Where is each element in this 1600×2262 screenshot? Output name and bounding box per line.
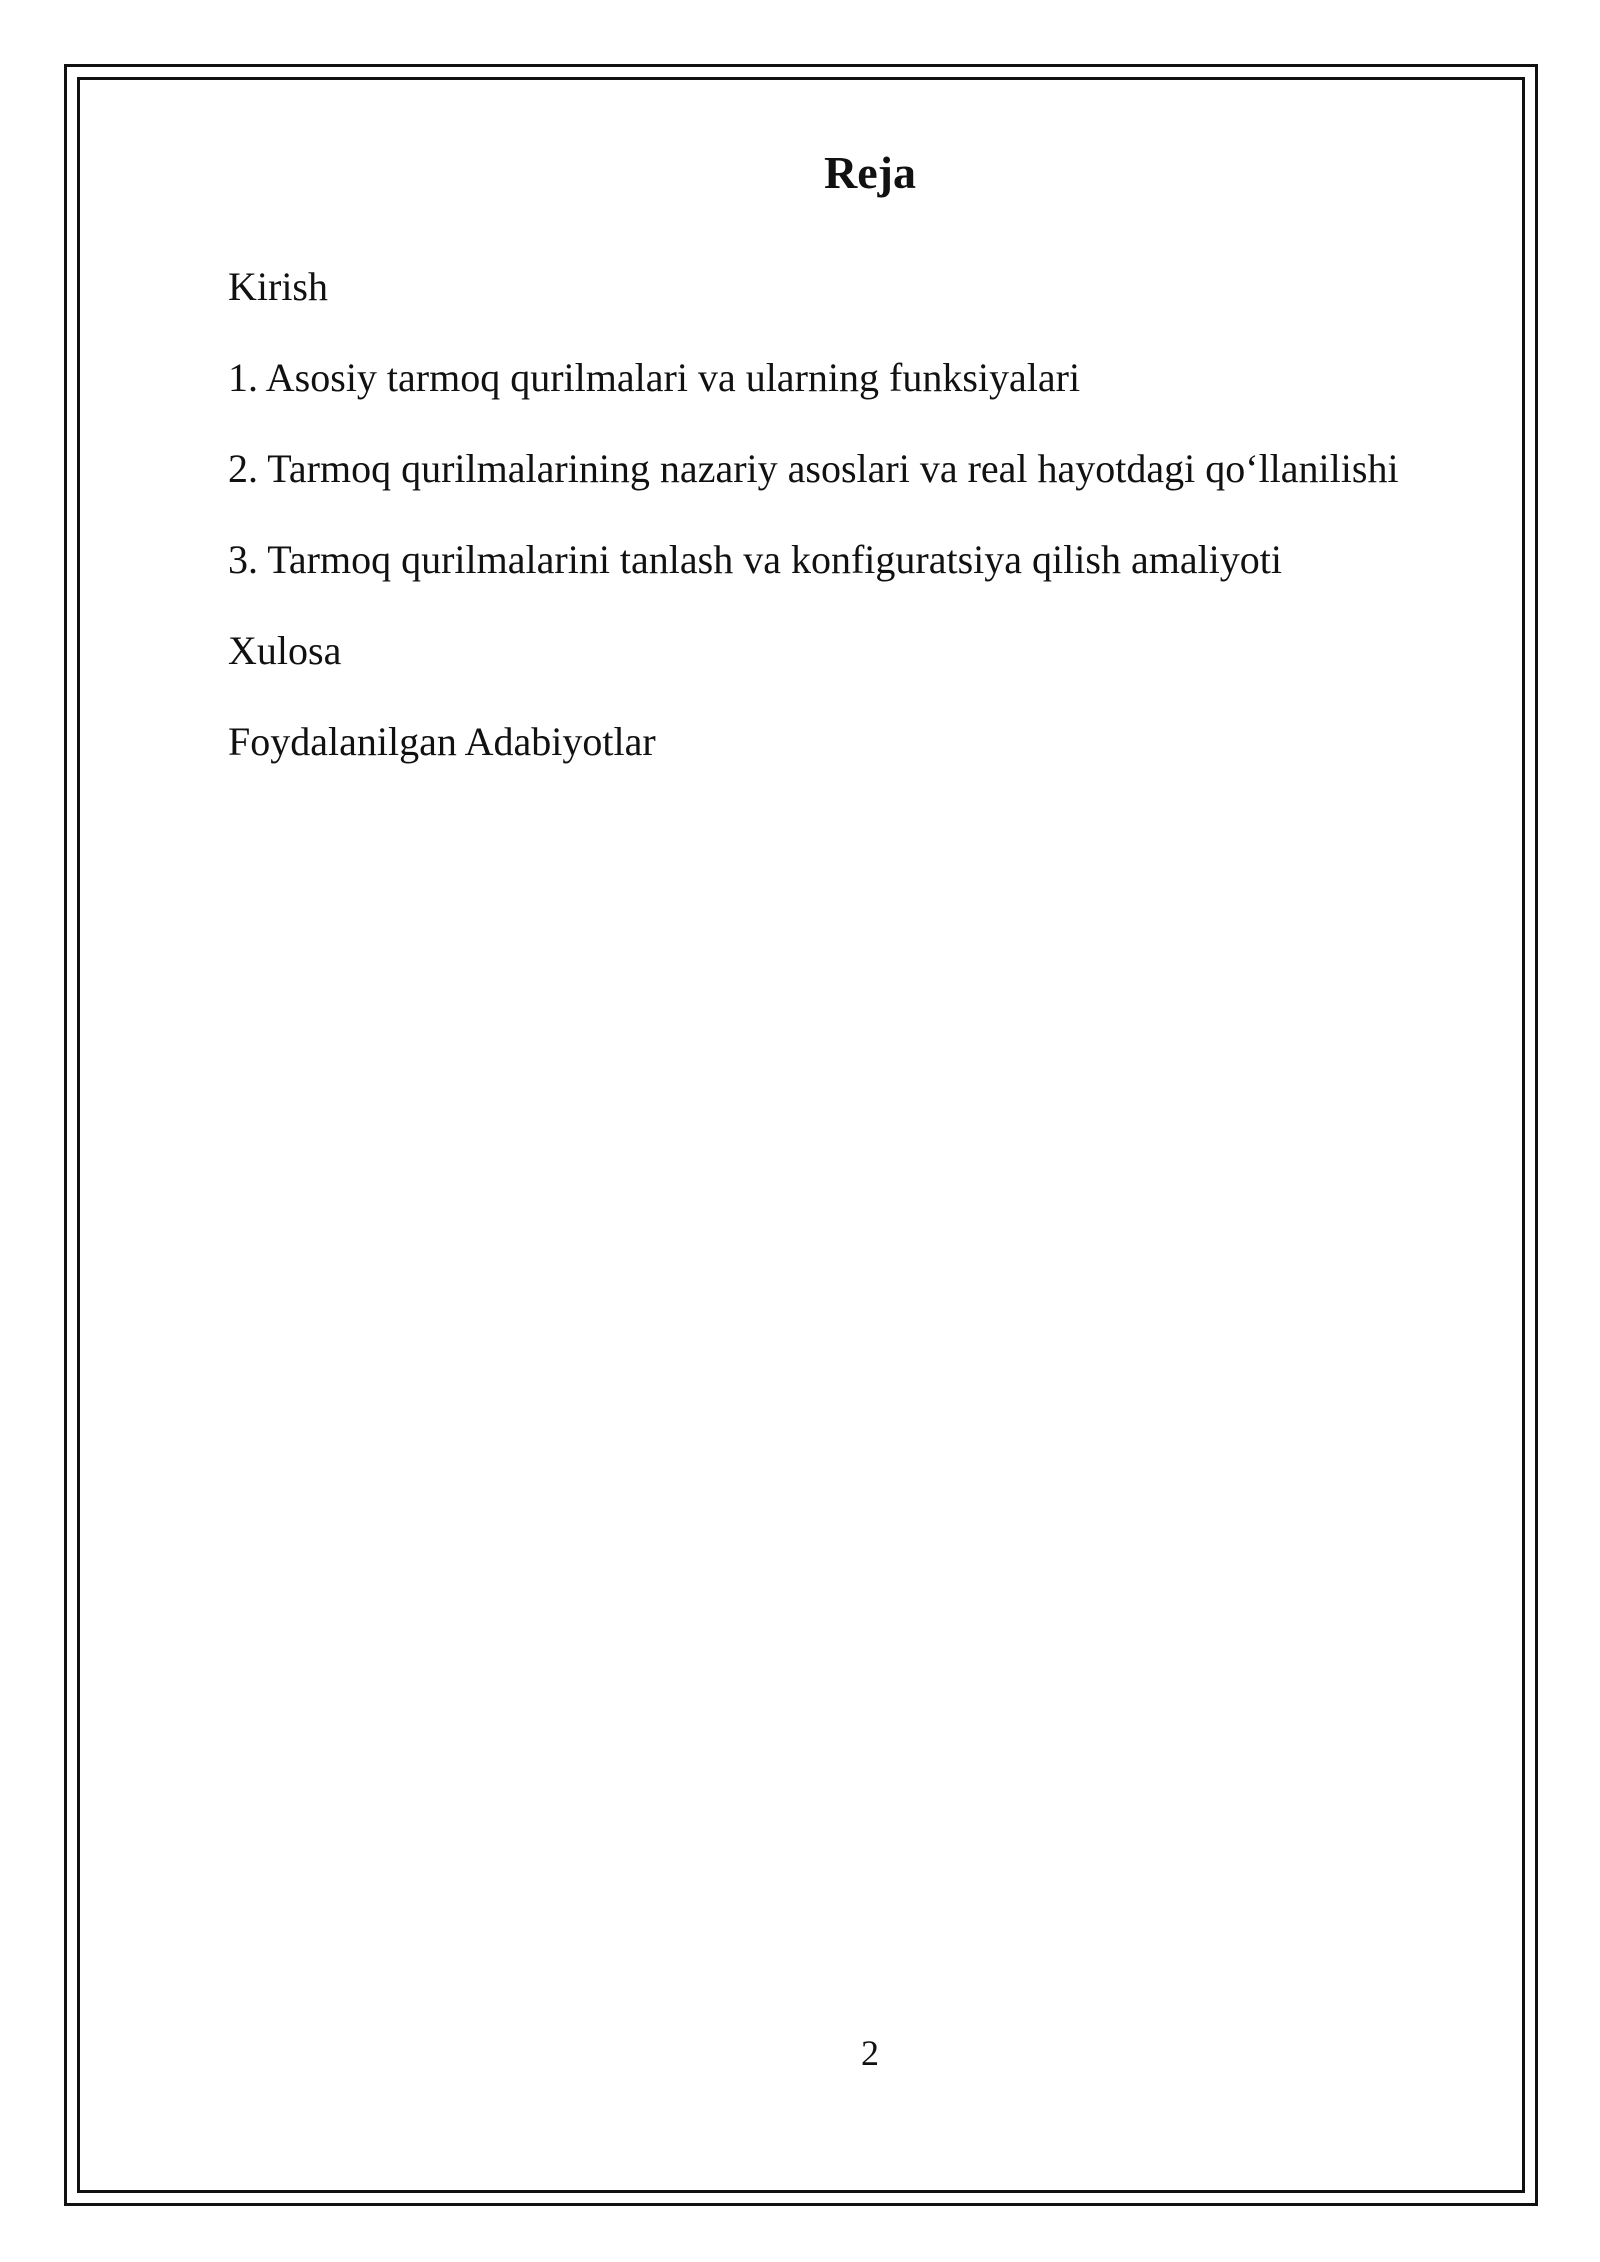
toc-item-references: Foydalanilgan Adabiyotlar bbox=[228, 719, 656, 764]
toc-item-chapter-3: 3. Tarmoq qurilmalarini tanlash va konfiguratsiya qilish amaliyoti bbox=[228, 537, 1283, 582]
page-title: Reja bbox=[824, 147, 916, 198]
toc-item-introduction: Kirish bbox=[228, 264, 328, 309]
toc-item-chapter-1: 1. Asosiy tarmoq qurilmalari va ularning funksiyalari bbox=[228, 355, 1081, 400]
page-number: 2 bbox=[861, 2033, 879, 2073]
table-of-contents bbox=[228, 250, 1487, 796]
toc-item-chapter-2: 2. Tarmoq qurilmalarining nazariy asoslari va real hayotdagi qo‘llanilishi bbox=[228, 446, 1399, 491]
toc-item-conclusion: Xulosa bbox=[228, 628, 342, 673]
